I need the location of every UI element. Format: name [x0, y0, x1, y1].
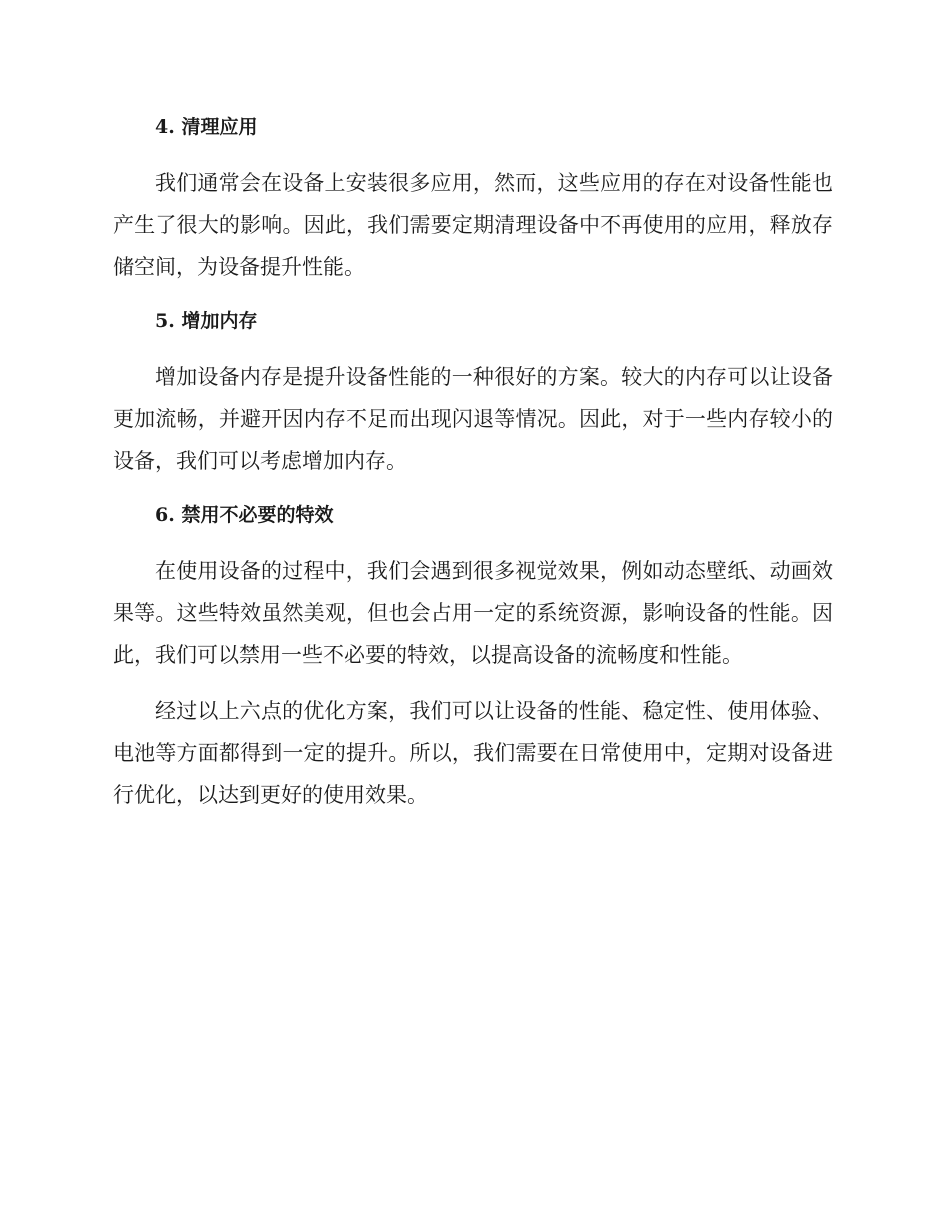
- section-paragraph-clean-apps: 我们通常会在设备上安装很多应用，然而，这些应用的存在对设备性能也产生了很大的影响。因此，我们需要定期清理设备中不再使用的应用，释放存储空间，为设备提升性能。: [113, 171, 833, 279]
- section-paragraph-disable-effects: 在使用设备的过程中，我们会遇到很多视觉效果，例如动态壁纸、动画效果等。这些特效虽然美观，但也会占用一定的系统资源，影响设备的性能。因此，我们可以禁用一些不必要的特效，以提高设备的流畅度和性能。: [113, 559, 833, 667]
- section-paragraph-add-memory: 增加设备内存是提升设备性能的一种很好的方案。较大的内存可以让设备更加流畅，并避开因内存不足而出现闪退等情况。因此，对于一些内存较小的设备，我们可以考虑增加内存。: [113, 365, 833, 473]
- section-heading-clean-apps: 4. 清理应用: [155, 116, 258, 138]
- section-heading-add-memory: 5. 增加内存: [155, 310, 258, 332]
- document-page: [113, 108, 833, 816]
- section-heading-disable-effects: 6. 禁用不必要的特效: [155, 504, 334, 526]
- conclusion-paragraph: 经过以上六点的优化方案，我们可以让设备的性能、稳定性、使用体验、电池等方面都得到一定的提升。所以，我们需要在日常使用中，定期对设备进行优化，以达到更好的使用效果。: [113, 699, 833, 807]
